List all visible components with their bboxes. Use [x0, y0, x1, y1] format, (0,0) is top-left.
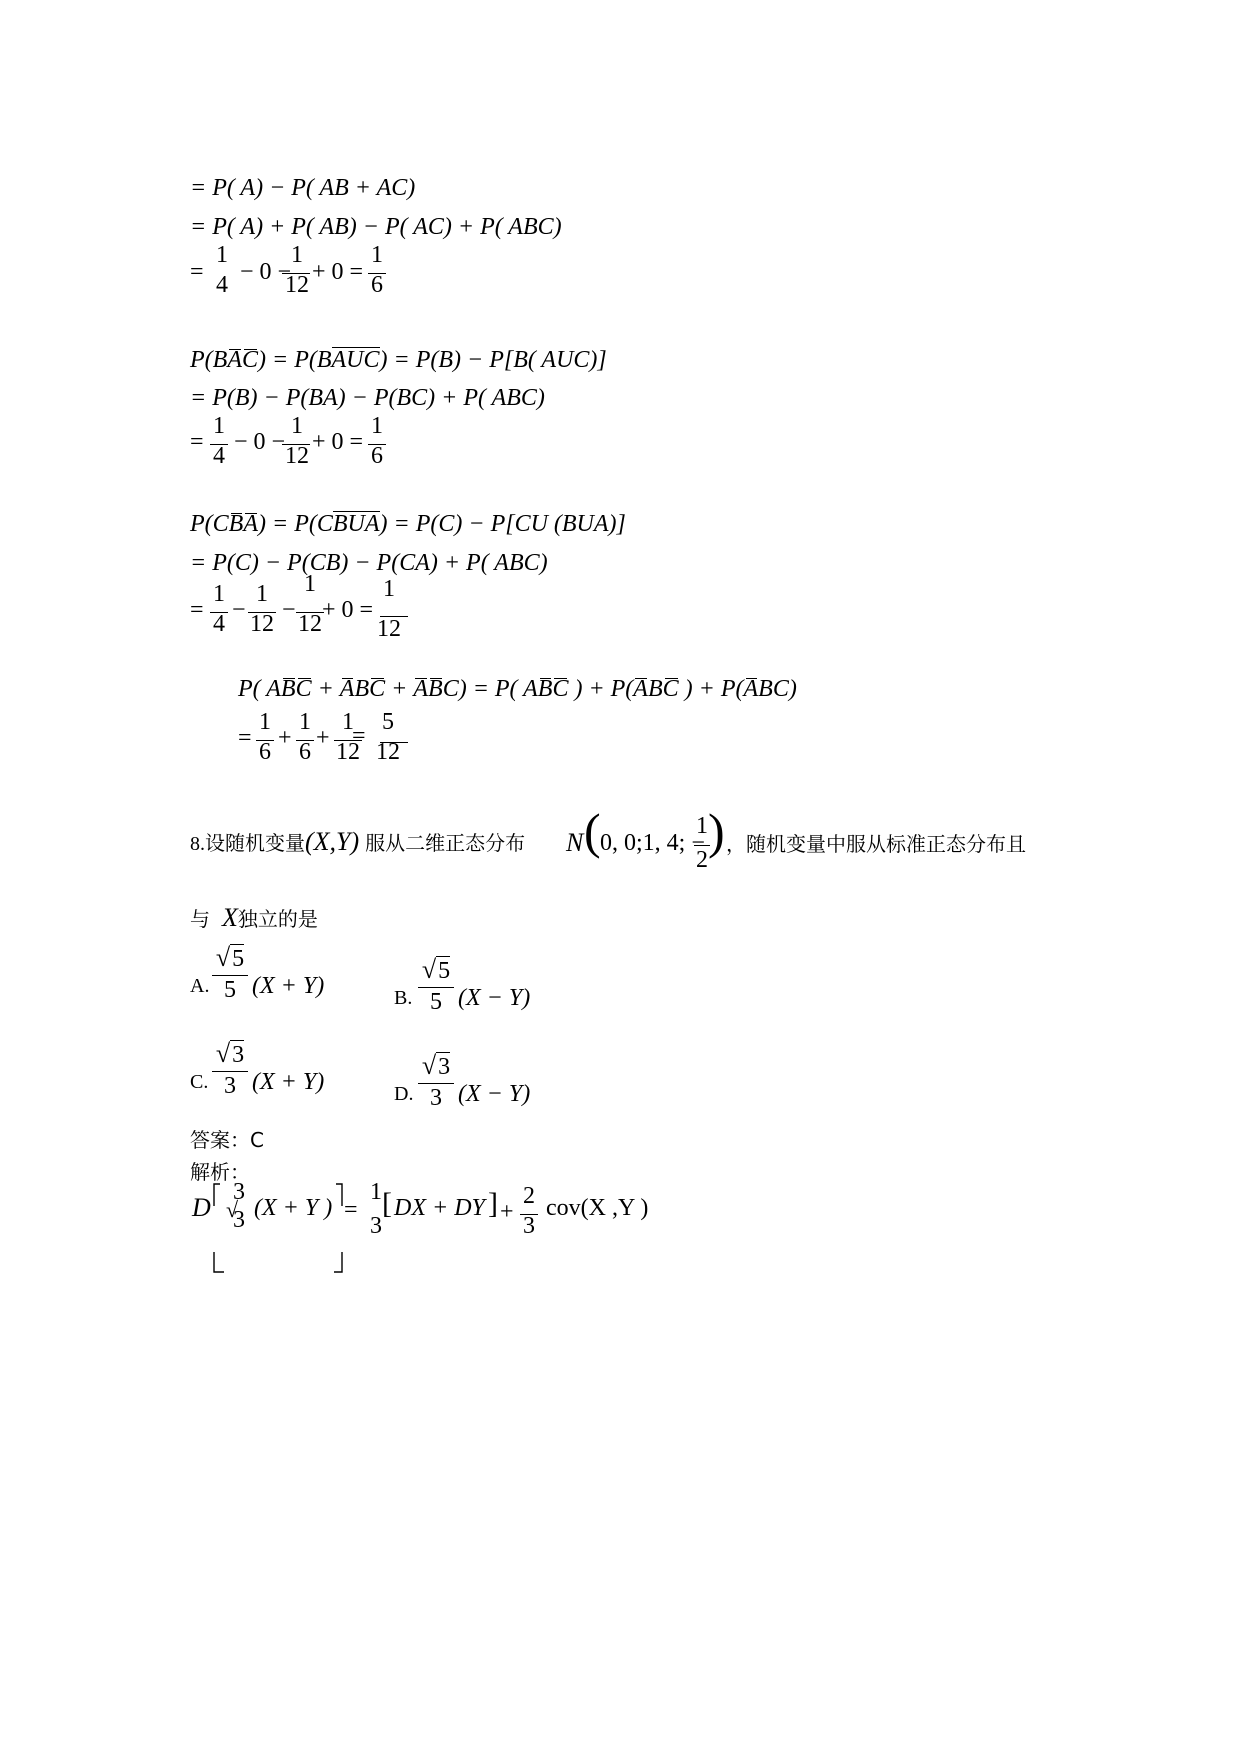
- block2-line1: P(BAC) = P(BAUC) = P(B) − P[B( AUC)]: [190, 347, 607, 373]
- block1-line1: = P( A) − P( AB + AC): [190, 175, 416, 201]
- question-number: 8.: [190, 833, 205, 855]
- option-d-label[interactable]: D.: [394, 1083, 414, 1105]
- left-paren: (: [584, 803, 601, 859]
- fraction: 1 12: [298, 571, 322, 637]
- normal-symbol: N: [566, 828, 584, 857]
- block3-tail: + 0 =: [322, 597, 374, 623]
- question-text-end: ，随机变量中服从标准正态分布且: [726, 832, 1026, 856]
- option-d-fraction: $\frac{√3}{3}$: [418, 1052, 454, 1112]
- option-b-label[interactable]: B.: [394, 987, 413, 1009]
- block4-plus2: +: [316, 725, 330, 751]
- answer-inner-expr: (X + Y ): [254, 1195, 333, 1221]
- fraction: 1 12: [250, 581, 274, 637]
- distribution-params: 0, 0;1, 4; −: [600, 830, 705, 856]
- block3-line2: = P(C) − P(CB) − P(CA) + P( ABC): [190, 550, 548, 576]
- answer-eq: =: [344, 1197, 358, 1223]
- fraction: 1 3: [370, 1179, 382, 1239]
- option-b-expr: (X − Y): [458, 985, 531, 1011]
- answer-label: 答案：C: [190, 1128, 264, 1152]
- fraction: 1 2: [696, 813, 708, 873]
- block2-mid: − 0 −: [234, 429, 286, 455]
- fraction: 1 4: [216, 242, 228, 298]
- fraction: 1 6: [259, 709, 271, 765]
- fraction: 1 4: [213, 413, 225, 469]
- block1-tail: + 0 =: [312, 259, 364, 285]
- block4-eq2: =: [352, 723, 366, 749]
- block3-minus1: −: [232, 597, 246, 623]
- option-a-expr: (X + Y): [252, 973, 325, 999]
- block3-eq: =: [190, 597, 204, 623]
- answer-bracket-expr: DX + DY: [394, 1195, 485, 1221]
- block2-line2: = P(B) − P(BA) − P(BC) + P( ABC): [190, 385, 545, 411]
- option-c-fraction: $\frac{√3}{3}$: [212, 1040, 248, 1100]
- question-line1: 8.设随机变量(X,Y) 服从二维正态分布: [190, 827, 526, 856]
- block4-eq: =: [238, 725, 252, 751]
- fraction: 1 12: [336, 709, 360, 765]
- fraction: 1 6: [299, 709, 311, 765]
- block4-line1: P( ABC + ABC + ABC) = P( ABC ) + P(ABC ) + P(ABC): [238, 676, 797, 702]
- fraction: 1 12: [377, 576, 401, 642]
- right-bracket: ]: [488, 1187, 498, 1220]
- block4-plus1: +: [278, 725, 292, 751]
- option-a-fraction: $\frac{√5}{5}$: [212, 944, 248, 1004]
- option-c-expr: (X + Y): [252, 1069, 325, 1095]
- fraction: 1 6: [371, 413, 383, 469]
- block3-minus2: −: [282, 597, 296, 623]
- question-line2: 与 X独立的是: [190, 903, 318, 932]
- answer-plus: +: [500, 1199, 514, 1225]
- block3-line1: P(CBA) = P(CBUA) = P(C) − P[CU (BUA)]: [190, 511, 626, 537]
- coefficient-fraction: 3 3: [233, 1179, 245, 1233]
- block1-line2: = P( A) + P( AB) − P( AC) + P( ABC): [190, 214, 562, 240]
- left-bracket: [: [382, 1187, 392, 1220]
- option-c-label[interactable]: C.: [190, 1071, 209, 1093]
- option-b-fraction: $\frac{√5}{5}$: [418, 956, 454, 1016]
- option-d-expr: (X − Y): [458, 1081, 531, 1107]
- covariance: cov(X ,Y ): [546, 1195, 649, 1221]
- block1-eq: =: [190, 259, 204, 285]
- fraction: 2 3: [523, 1183, 535, 1239]
- variance-symbol: D: [192, 1193, 211, 1222]
- fraction: 1 12: [285, 242, 309, 298]
- fraction: 1 6: [371, 242, 383, 298]
- sqrt-sign: √: [226, 1197, 239, 1222]
- right-paren: ): [708, 803, 725, 859]
- option-a-label[interactable]: A.: [190, 975, 210, 997]
- fraction: 5 12: [376, 709, 400, 765]
- fraction: 1 4: [213, 581, 225, 637]
- block2-tail: + 0 =: [312, 429, 364, 455]
- fraction: 1 12: [285, 413, 309, 469]
- block2-eq: =: [190, 429, 204, 455]
- block1-mid: − 0 −: [240, 259, 292, 285]
- analysis-label: 解析：: [190, 1160, 250, 1184]
